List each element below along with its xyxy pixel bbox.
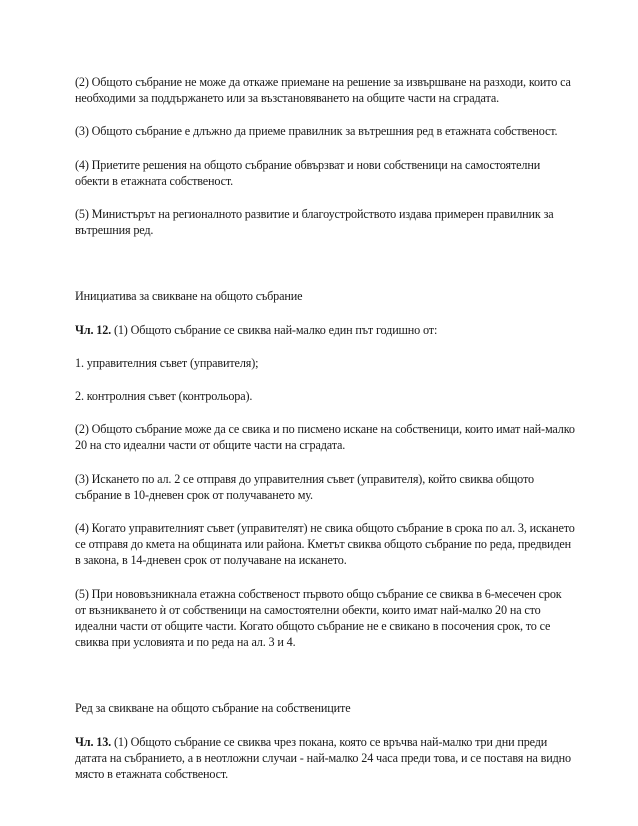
article-12-para-4: (4) Когато управителният съвет (управителят) не свика общото събрание в срока по ал. 3, искането се отправя до кмета на общината или района. Кметът свиква общото събрание по реда, предвиден в закона, в 14-дневен срок от получаване на искането. (75, 521, 575, 568)
section-heading-convening: Ред за свикване на общото събрание на собствениците (75, 701, 351, 716)
section-gap (75, 255, 575, 288)
paragraph-art11-4: (4) Приетите решения на общото събрание обвързват и нови собственици на самостоятелни обекти в етажната собственост. (75, 157, 541, 188)
section-heading-initiative: Инициатива за свикване на общото събрание (75, 289, 303, 304)
article-12-para-2: (2) Общото събрание може да се свика и по писмено искане на собственици, които имат най-малко 20 на сто идеални части от общите части на сградата. (75, 422, 575, 453)
article-12-item-1: 1. управителния съвет (управителя); (75, 355, 259, 370)
document-page (75, 74, 575, 799)
article-13-intro (75, 734, 575, 783)
article-12-label: Чл. 12. (75, 322, 112, 337)
article-13-text: (1) Общото събрание се свиква чрез покана, която се връчва най-малко три дни преди датата на събранието, а в неотложни случаи - най-малко 24 часа преди това, и се поставя на видно място в етажната собственост. (75, 734, 571, 782)
paragraph-art11-5: (5) Министърът на регионалното развитие и благоустройството издава примерен правилник за вътрешния ред. (75, 207, 554, 238)
article-13-label: Чл. 13. (75, 734, 112, 749)
article-12-para-5: (5) При нововъзникнала етажна собственост първото общо събрание се свиква в 6-месечен срок от възникването ѝ от собственици на самостоятелни обекти, които имат най-малко 20 на сто идеални части от общите части. Когато общото събрание не е свикано в посочения срок, то се свиква при условията и по реда на ал. 3 и 4. (75, 586, 562, 650)
paragraph-art11-3: (3) Общото събрание е длъжно да приеме правилник за вътрешния ред в етажната собственост. (75, 124, 558, 139)
article-12-intro (75, 322, 575, 338)
article-12-para-3: (3) Искането по ал. 2 се отправя до управителния съвет (управителя), който свиква общото събрание в 10-дневен срок от получаването му. (75, 471, 534, 502)
article-12-text: (1) Общото събрание се свиква най-малко един път годишно от: (111, 322, 438, 337)
article-12-item-2: 2. контролния съвет (контрольора). (75, 389, 253, 404)
paragraph-art11-2: (2) Общото събрание не може да откаже приемане на решение за извършване на разходи, които са необходими за поддържането или за възстановяването на общите части на сградата. (75, 75, 571, 106)
section-gap (75, 667, 575, 700)
